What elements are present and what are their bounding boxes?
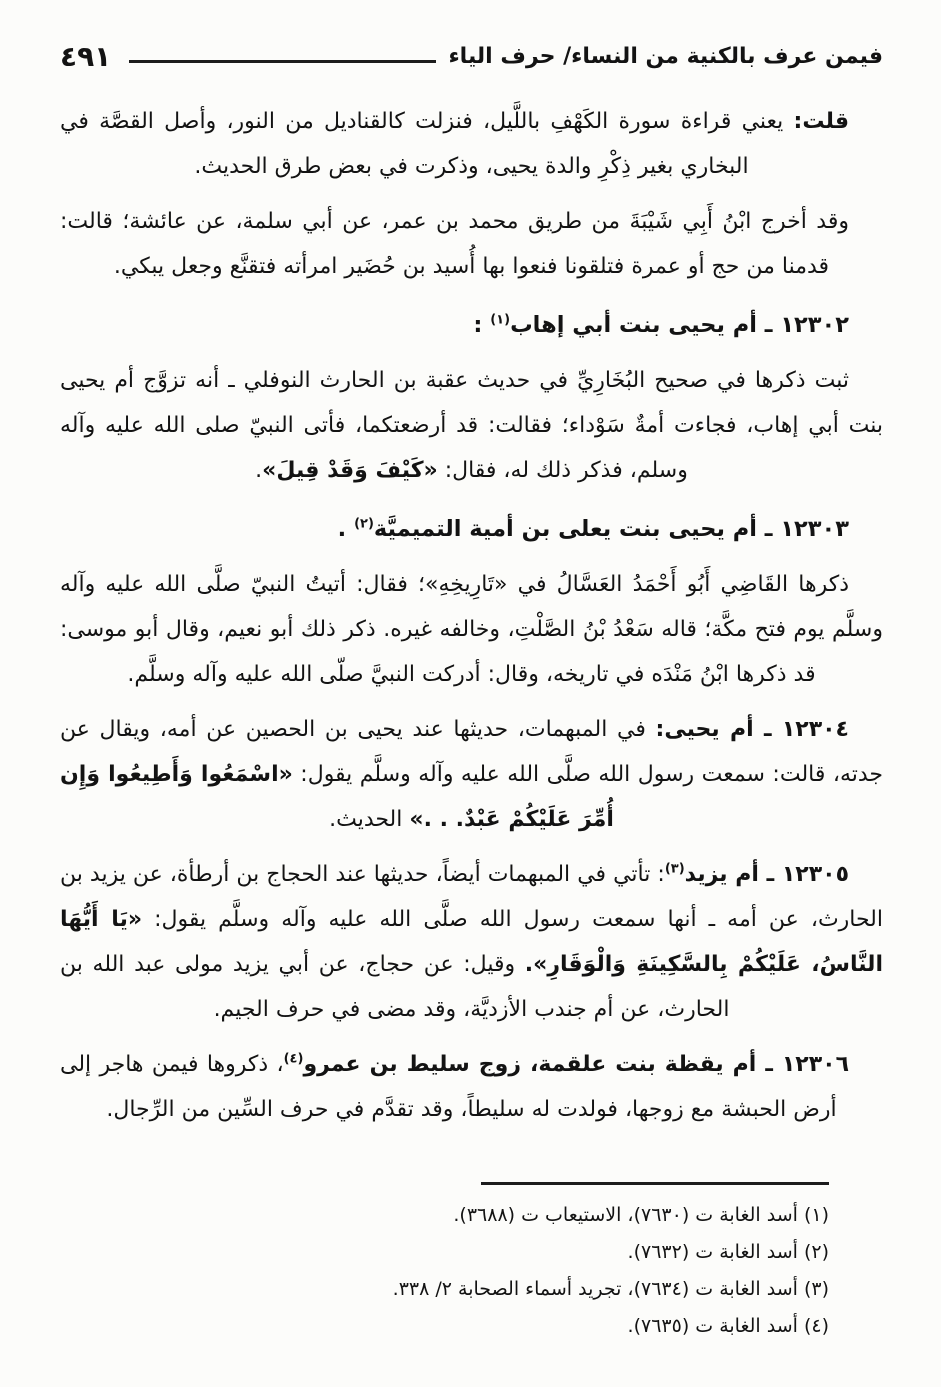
entry-12305-hadith-quote: «يَا أَيُّهَا النَّاسُ، عَلَيْكُمْ بِالسَّكِينَةِ وَالْوَقَارِ». [60,907,883,977]
intro-paragraph-1 [60,99,883,189]
entry-12305-paragraph [60,852,883,1032]
footnote-3: (٣) أسد الغابة ت (٧٦٣٤)، تجريد أسماء الصحابة ٢/ ٣٣٨. [392,1278,829,1300]
entry-12304-lead: ١٢٣٠٤ ـ أم يحيى: [655,717,849,742]
footnote-4: (٤) أسد الغابة ت (٧٦٣٥). [627,1315,829,1337]
intro-paragraph-1-text: يعني قراءة سورة الكَهْفِ باللَّيل، فنزلت كالقناديل من النور، وأصل القصَّة في البخاري بغير ذِكْرِ والدة يحيى، وذكرت في بعض طرق الحديث. [60,109,794,179]
entry-12306-body-text: ، ذكروها فيمن هاجر إلى أرض الحبشة مع زوجها، فولدت له سليطاً، وقد تقدَّم في حرف السِّين من الرِّجال. [60,1052,837,1122]
footnote-marker-2: (٢) [354,516,374,532]
entry-12303-body [60,562,883,697]
footnote-marker-1: (١) [490,312,511,328]
entry-12302-body [60,358,883,493]
footnotes-block [60,1182,829,1345]
entry-12306-paragraph [60,1042,883,1132]
entry-12305-lead: ١٢٣٠٥ ـ أم يزيد [684,862,849,887]
intro-paragraph-2-text: وقد أخرج ابْنُ أَبِي شَيْبَةَ من طريق محمد بن عمر، عن أبي سلمة، عن عائشة؛ قالت: قدمنا من حج أو عمرة فتلقونا فنعوا بها أُسيد بن حُضَير امرأته فتقنَّع وجعل يبكي. [60,209,849,279]
footnote-marker-3: (٣) [664,861,685,877]
entry-12303-body-text: ذكرها القَاضِي أَبُو أَحْمَدُ العَسَّالُ في «تَارِيخِهِ»؛ فقال: أتيتُ النبيّ صلَّى الله عليه وآله وسلَّم يوم فتح مكَّة؛ قاله سَعْدُ بْنُ الصَّلْتِ، وخالفه غيره. ذكر ذلك أبو نعيم، وقال أبو موسى: قد ذكرها ابْنُ مَنْدَه في تاريخه، وقال: أدركت النبيَّ صلّى الله عليه وآله وسلَّم. [60,572,883,687]
page-number: ٤٩١ [60,40,112,73]
footnote-marker-4: (٤) [283,1051,304,1067]
entry-12303-heading-period: . [337,516,355,542]
chapter-title: فيمن عرف بالكنية من النساء/ حرف الياء [448,44,883,69]
entry-12302-heading-text: ١٢٣٠٢ ـ أم يحيى بنت أبي إهاب [510,312,849,338]
entry-12303-heading [60,507,883,552]
footnote-1: (١) أسد الغابة ت (٧٦٣٠)، الاستيعاب ت (٣٦٨٨). [453,1204,829,1226]
page-header [60,40,883,73]
entry-12303-heading-text: ١٢٣٠٣ ـ أم يحيى بنت يعلى بن أمية التميميَّة [373,516,849,542]
entry-12304-body-text: في المبهمات، حديثها عند يحيى بن الحصين عن أمه، ويقال عن جدته، قالت: سمعت رسول الله صلَّى الله عليه وآله وسلَّم يقول: [60,717,884,787]
entry-12302-body-end: . [255,458,263,483]
entry-12302-heading [60,303,883,348]
entry-12305-body-text: : تأتي في المبهمات أيضاً، حديثها عند الحجاج بن أرطأة، عن يزيد بن الحارث، عن أمه ـ أنها سمعت رسول الله صلَّى الله عليه وآله وسلَّم يقول: [60,862,883,932]
entry-12302-body-text: ثبت ذكرها في صحيح البُخَارِيِّ في حديث عقبة بن الحارث النوفلي ـ أنه تزوَّج أم يحيى بنت أبي إهاب، فجاءت أمةٌ سَوْداء؛ فقالت: قد أرضعتكما، فأتى النبيّ صلى الله عليه وآله وسلم، فذكر ذلك له، فقال: [60,368,883,483]
footnote-separator [481,1182,829,1185]
entry-12304-body-end: الحديث. [329,807,410,832]
footnote-2: (٢) أسد الغابة ت (٧٦٣٢). [627,1241,829,1263]
page-body [60,99,883,1132]
header-rule [129,60,436,63]
qultu-lead: قلت: [793,109,849,134]
entry-12302-hadith-quote: «كَيْفَ وَقَدْ قِيلَ» [262,458,438,483]
intro-paragraph-2 [60,199,883,289]
entry-12305-body-end: وقيل: عن حجاج، عن أبي يزيد مولى عبد الله بن الحارث، عن أم جندب الأزديَّة، وقد مضى في حرف الجيم. [60,952,730,1022]
entry-12302-heading-colon: : [473,312,491,338]
entry-12304-paragraph [60,707,883,842]
entry-12306-lead: ١٢٣٠٦ ـ أم يقظة بنت علقمة، زوج سليط بن عمرو [303,1052,849,1077]
entry-12304-hadith-quote: «اسْمَعُوا وَأَطِيعُوا وَإِن أُمِّرَ عَلَيْكُمْ عَبْدٌ. . .» [60,762,614,832]
